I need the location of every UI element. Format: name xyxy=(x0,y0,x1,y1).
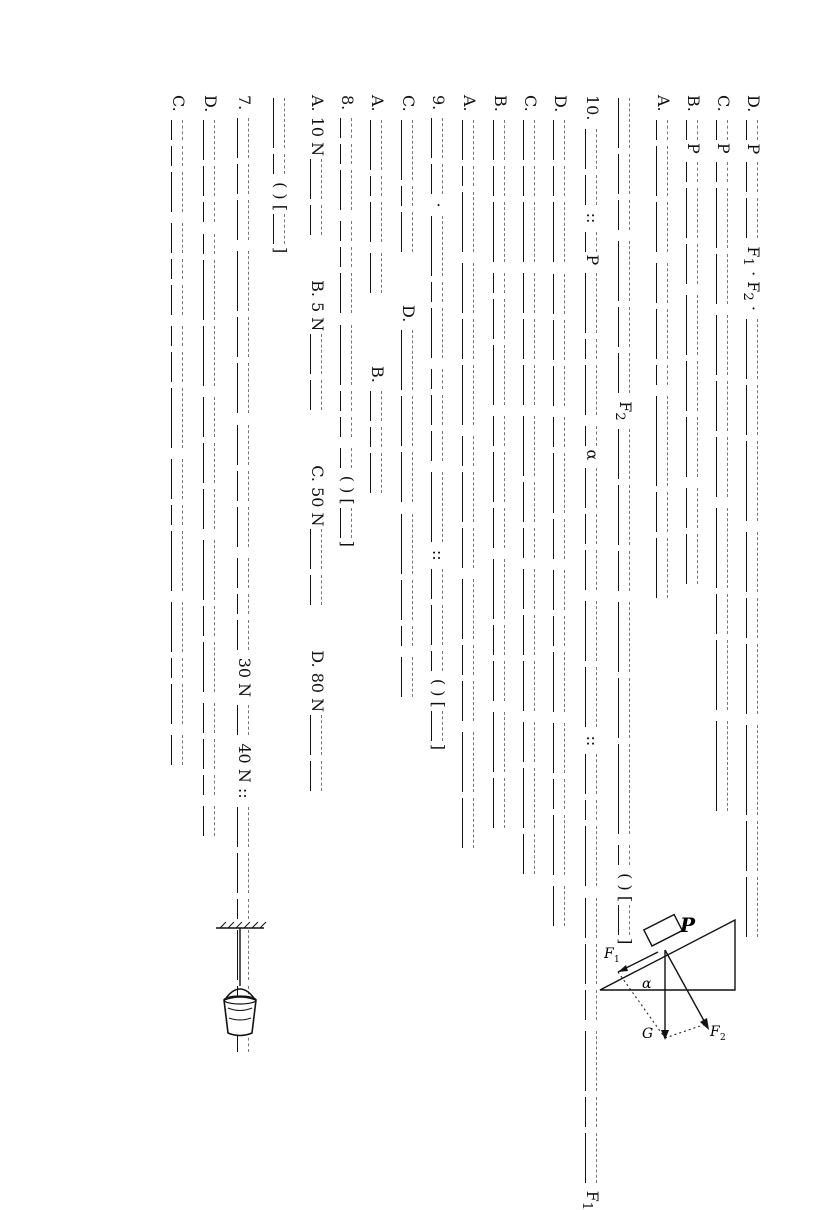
label-alpha: α xyxy=(642,976,652,992)
question-10: 10. :: P α :: $F_1$ xyxy=(578,95,602,1210)
svg-text:1: 1 xyxy=(614,955,620,965)
option-label: D. xyxy=(744,95,763,113)
option-c[interactable]: C. 50 N xyxy=(308,465,327,527)
line-19: C. xyxy=(166,95,190,1105)
incline-force-diagram xyxy=(590,910,750,1050)
gravity-head xyxy=(661,1030,669,1040)
line-5: $F_2$ ( ) [] xyxy=(613,95,637,1105)
block-p xyxy=(644,915,682,946)
line-3: B. P xyxy=(681,95,705,1105)
option-b[interactable]: B. 5 N xyxy=(308,280,327,332)
label-f2: F xyxy=(710,1024,720,1040)
line-13: A. B. xyxy=(365,95,389,1105)
question-number: 10. xyxy=(583,95,602,121)
line-10: A. xyxy=(457,95,481,1105)
line-8: C. xyxy=(518,95,542,1105)
question-number: 8. xyxy=(338,95,357,111)
line-12: C. D. xyxy=(396,95,420,1105)
line-16: ( ) [] xyxy=(268,95,292,1105)
label-f1: F xyxy=(604,946,614,962)
option-d[interactable]: D. 80 N xyxy=(308,650,327,713)
question-9: 9. · :: ( ) [] xyxy=(429,95,448,751)
answer-blank[interactable]: ( ) xyxy=(429,678,448,697)
question-7: 7. 30 N 40 N :: xyxy=(232,95,256,1105)
force-f2-arrow xyxy=(665,950,708,1028)
answer-blank[interactable]: ( ) xyxy=(271,182,290,200)
line-4: A. xyxy=(651,95,675,1105)
answer-blank[interactable]: ( ) xyxy=(338,475,357,494)
option-a[interactable]: A. 10 N xyxy=(308,95,327,157)
question-8: 8. ( ) [] xyxy=(338,95,357,547)
line-9: B. xyxy=(488,95,512,1105)
label-p: P xyxy=(680,913,696,937)
line-1: D. P $F_1 \cdot F_2$ · xyxy=(741,95,765,1105)
force-f1-head xyxy=(618,965,628,972)
svg-text:2: 2 xyxy=(720,1033,726,1043)
question-number: 9. xyxy=(429,95,448,111)
line-18: D. xyxy=(198,95,222,1105)
question-number: 7. xyxy=(235,95,254,111)
label-g: G xyxy=(642,1026,654,1042)
hanging-bucket-diagram xyxy=(212,918,268,1043)
line-7: D. xyxy=(548,95,572,1105)
line-2: C. P xyxy=(711,95,735,1105)
line-15-options xyxy=(305,95,329,1105)
answer-blank[interactable]: ( ) xyxy=(616,873,635,891)
